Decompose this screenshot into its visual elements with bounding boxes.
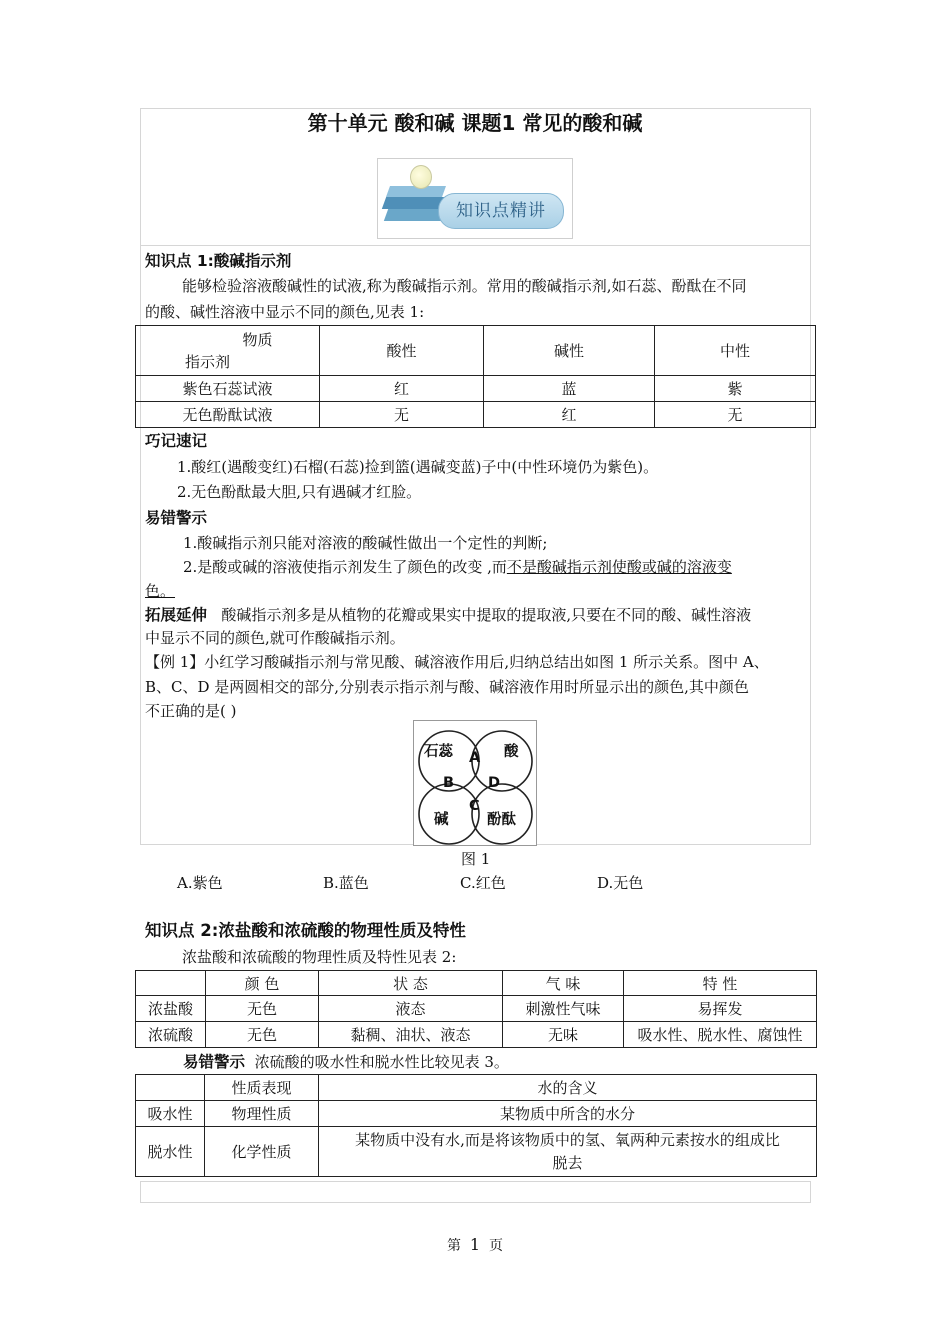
page-number	[0, 1235, 950, 1255]
header-cell: 颜 色	[206, 971, 319, 996]
table-cell: 浓硫酸	[136, 1022, 206, 1048]
kp1-para-line1: 能够检验溶液酸碱性的试液,称为酸碱指示剂。常用的酸碱指示剂,如石蕊、酚酞在不同	[182, 277, 747, 295]
table-cell: 液态	[319, 996, 503, 1022]
header-cell: 状 态	[319, 971, 503, 996]
header-cell: 碱性	[484, 326, 655, 376]
memo-heading: 巧记速记	[145, 432, 208, 450]
warn-line2	[183, 556, 732, 578]
table-cell: 浓盐酸	[136, 996, 206, 1022]
table-cell: 紫	[655, 376, 816, 402]
page-number-value: 1	[469, 1235, 481, 1254]
kp2-warn-heading: 易错警示	[183, 1053, 246, 1071]
example-line1: 【例 1】小红学习酸碱指示剂与常见酸、碱溶液作用后,归纳总结出如图 1 所示关系。图中 A、	[145, 653, 769, 671]
extension-heading: 拓展延伸	[145, 606, 208, 624]
venn-figure	[413, 720, 537, 846]
absorb-dehydrate-table	[135, 1074, 817, 1177]
venn-label-c: C	[469, 798, 480, 814]
venn-label-acid: 酸	[504, 744, 519, 760]
table-cell: 物理性质	[205, 1101, 319, 1127]
example-line3: 不正确的是( )	[145, 702, 237, 720]
header-cell	[136, 971, 206, 996]
table-cell	[319, 1127, 817, 1177]
venn-label-phenol: 酚酞	[487, 812, 516, 828]
table-cell: 蓝	[484, 376, 655, 402]
table-cell: 化学性质	[205, 1127, 319, 1177]
indicator-table	[135, 325, 816, 428]
warn-line1: 1.酸碱指示剂只能对溶液的酸碱性做出一个定性的判断;	[183, 534, 548, 552]
memo-line2: 2.无色酚酞最大胆,只有遇碱才红脸。	[177, 483, 422, 501]
venn-label-litmus: 石蕊	[424, 744, 453, 760]
acid-circle	[472, 731, 532, 791]
warn-heading: 易错警示	[145, 509, 208, 527]
header-cell: 中性	[655, 326, 816, 376]
table-cell: 易挥发	[624, 996, 817, 1022]
table-cell: 紫色石蕊试液	[136, 376, 320, 402]
venn-label-base: 碱	[434, 812, 449, 828]
page-prefix: 第	[447, 1238, 461, 1254]
table-cell: 红	[320, 376, 484, 402]
corner-top: 物质	[242, 330, 273, 349]
book-icon	[382, 197, 446, 209]
header-cell: 水的含义	[319, 1075, 817, 1101]
warn-line2-part1: 2.是酸或碱的溶液使指示剂发生了颜色的改变 ,而	[183, 558, 507, 576]
option-d[interactable]: D.无色	[597, 874, 644, 892]
table-cell: 黏稠、油状、液态	[319, 1022, 503, 1048]
cell-line: 某物质中没有水,而是将该物质中的氢、氧两种元素按水的组成比	[355, 1130, 780, 1149]
table-cell: 脱水性	[136, 1127, 205, 1177]
extension-line1	[145, 604, 751, 626]
corner-cell	[136, 326, 320, 376]
table-cell: 吸水性、脱水性、腐蚀性	[624, 1022, 817, 1048]
venn-label-d: D	[488, 775, 501, 791]
table-cell: 无色	[206, 1022, 319, 1048]
header-cell: 特 性	[624, 971, 817, 996]
kp2-heading: 知识点 2:浓盐酸和浓硫酸的物理性质及特性	[145, 921, 466, 940]
table-cell: 吸水性	[136, 1101, 205, 1127]
table-cell: 红	[484, 402, 655, 428]
venn-label-b: B	[443, 775, 455, 791]
kp2-warn-line	[183, 1051, 509, 1073]
footer-frame	[140, 1181, 811, 1203]
option-c[interactable]: C.红色	[460, 874, 506, 892]
page-suffix: 页	[489, 1238, 503, 1254]
header-cell: 性质表现	[205, 1075, 319, 1101]
header-cell: 气 味	[503, 971, 624, 996]
table-cell: 无	[320, 402, 484, 428]
kp2-intro: 浓盐酸和浓硫酸的物理性质及特性见表 2:	[182, 948, 457, 966]
table-cell: 某物质中所含的水分	[319, 1101, 817, 1127]
figure-caption: 图 1	[461, 850, 491, 868]
header-cell: 酸性	[320, 326, 484, 376]
kp1-heading: 知识点 1:酸碱指示剂	[145, 252, 292, 270]
table-cell: 无味	[503, 1022, 624, 1048]
memo-line1: 1.酸红(遇酸变红)石榴(石蕊)捡到篮(遇碱变蓝)子中(中性环境仍为紫色)。	[177, 458, 659, 476]
banner-label: 知识点精讲	[438, 193, 564, 229]
knowledge-banner	[377, 158, 573, 239]
corner-bottom: 指示剂	[184, 352, 230, 371]
example-line2: B、C、D 是两圆相交的部分,分别表示指示剂与酸、碱溶液作用时所显示出的颜色,其中颜色	[145, 678, 749, 696]
venn-label-a: A	[469, 750, 481, 766]
kp2-warn-text: 浓硫酸的吸水性和脱水性比较见表 3。	[254, 1053, 509, 1071]
kp1-para-line2: 的酸、碱性溶液中显示不同的颜色,见表 1:	[145, 303, 425, 321]
option-b[interactable]: B.蓝色	[323, 874, 369, 892]
table-cell: 刺激性气味	[503, 996, 624, 1022]
warn-line2-underlined: 不是酸碱指示剂使酸或碱的溶液变	[506, 558, 732, 576]
option-a[interactable]: A.紫色	[177, 874, 223, 892]
extension-line2: 中显示不同的颜色,就可作酸碱指示剂。	[145, 629, 405, 647]
table-cell: 无色酚酞试液	[136, 402, 320, 428]
extension-text: 酸碱指示剂多是从植物的花瓣或果实中提取的提取液,只要在不同的酸、碱性溶液	[221, 606, 752, 624]
page-title: 第十单元 酸和碱 课题1 常见的酸和碱	[307, 111, 643, 135]
acid-properties-table	[135, 970, 817, 1048]
base-circle	[419, 784, 479, 844]
lightbulb-icon	[410, 165, 432, 189]
table-cell: 无	[655, 402, 816, 428]
header-cell	[136, 1075, 205, 1101]
table-cell: 无色	[206, 996, 319, 1022]
cell-line: 脱去	[552, 1153, 583, 1172]
warn-line3: 色。	[145, 582, 176, 600]
